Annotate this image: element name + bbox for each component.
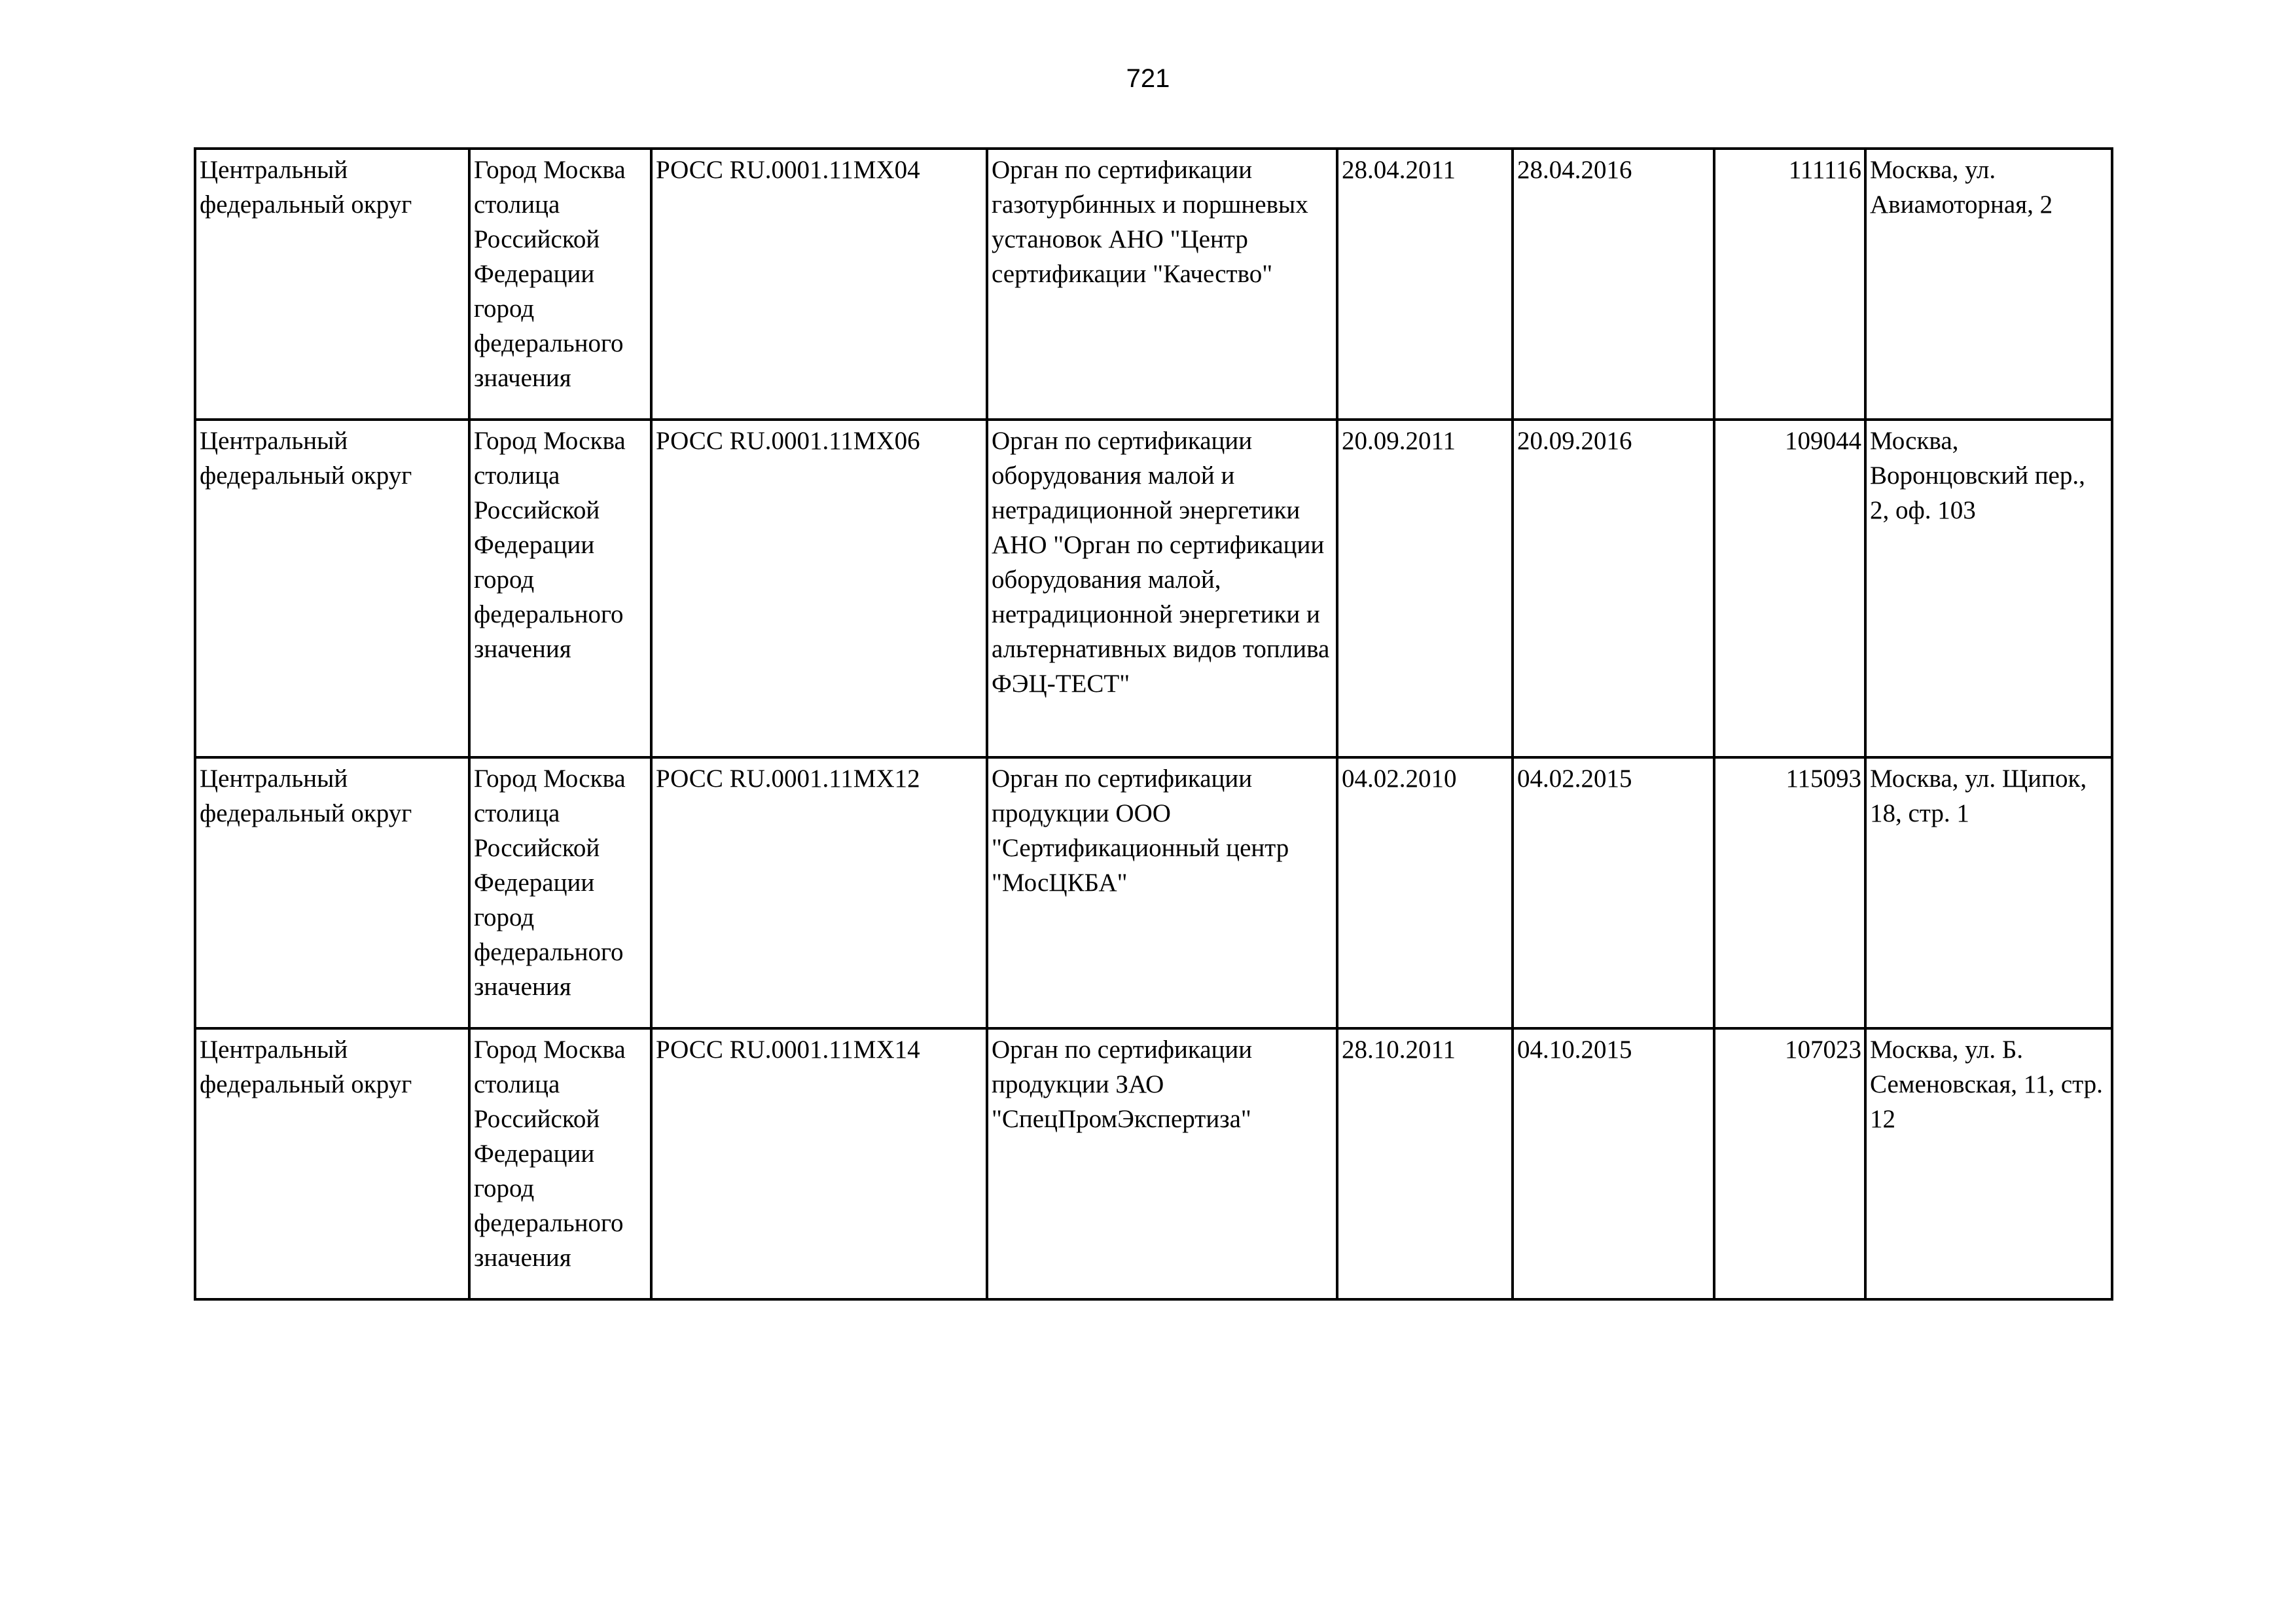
organization-cell: Орган по сертификации оборудования малой и нетрадиционной энергетики АНО "Орган по сертификации оборудования малой, нетрадиционной энергетики и альтернативных видов топлива ФЭЦ-ТЕСТ" (987, 420, 1337, 757)
address-cell: Москва, ул. Щипок, 18, стр. 1 (1865, 757, 2112, 1028)
date-expires-cell: 20.09.2016 (1513, 420, 1714, 757)
address-cell: Москва, Воронцовский пер., 2, оф. 103 (1865, 420, 2112, 757)
organization-cell: Орган по сертификации газотурбинных и поршневых установок АНО "Центр сертификации "Качество" (987, 149, 1337, 420)
postal-code-cell: 107023 (1714, 1028, 1865, 1299)
date-expires-cell: 04.02.2015 (1513, 757, 1714, 1028)
region-cell: Город Москва столица Российской Федерации город федерального значения (469, 420, 651, 757)
district-cell: Центральный федеральный округ (195, 757, 469, 1028)
district-cell: Центральный федеральный округ (195, 1028, 469, 1299)
region-cell: Город Москва столица Российской Федерации город федерального значения (469, 149, 651, 420)
postal-code-cell: 115093 (1714, 757, 1865, 1028)
table-row (195, 149, 2112, 420)
date-issued-cell: 20.09.2011 (1337, 420, 1513, 757)
postal-code-cell: 111116 (1714, 149, 1865, 420)
address-cell: Москва, ул. Авиамоторная, 2 (1865, 149, 2112, 420)
table-row (195, 757, 2112, 1028)
date-issued-cell: 28.04.2011 (1337, 149, 1513, 420)
region-cell: Город Москва столица Российской Федерации город федерального значения (469, 1028, 651, 1299)
date-expires-cell: 04.10.2015 (1513, 1028, 1714, 1299)
date-issued-cell: 04.02.2010 (1337, 757, 1513, 1028)
certificate-number-cell: РОСС RU.0001.11МХ06 (651, 420, 987, 757)
table-row (195, 420, 2112, 757)
certification-table (194, 147, 2113, 1301)
date-expires-cell: 28.04.2016 (1513, 149, 1714, 420)
page-number: 721 (1126, 64, 1170, 93)
date-issued-cell: 28.10.2011 (1337, 1028, 1513, 1299)
postal-code-cell: 109044 (1714, 420, 1865, 757)
certificate-number-cell: РОСС RU.0001.11МХ04 (651, 149, 987, 420)
table-row (195, 1028, 2112, 1299)
certificate-number-cell: РОСС RU.0001.11МХ12 (651, 757, 987, 1028)
organization-cell: Орган по сертификации продукции ООО "Сертификационный центр "МосЦКБА" (987, 757, 1337, 1028)
region-cell: Город Москва столица Российской Федерации город федерального значения (469, 757, 651, 1028)
address-cell: Москва, ул. Б. Семеновская, 11, стр. 12 (1865, 1028, 2112, 1299)
district-cell: Центральный федеральный округ (195, 149, 469, 420)
organization-cell: Орган по сертификации продукции ЗАО "СпецПромЭкспертиза" (987, 1028, 1337, 1299)
district-cell: Центральный федеральный округ (195, 420, 469, 757)
certificate-number-cell: РОСС RU.0001.11МХ14 (651, 1028, 987, 1299)
